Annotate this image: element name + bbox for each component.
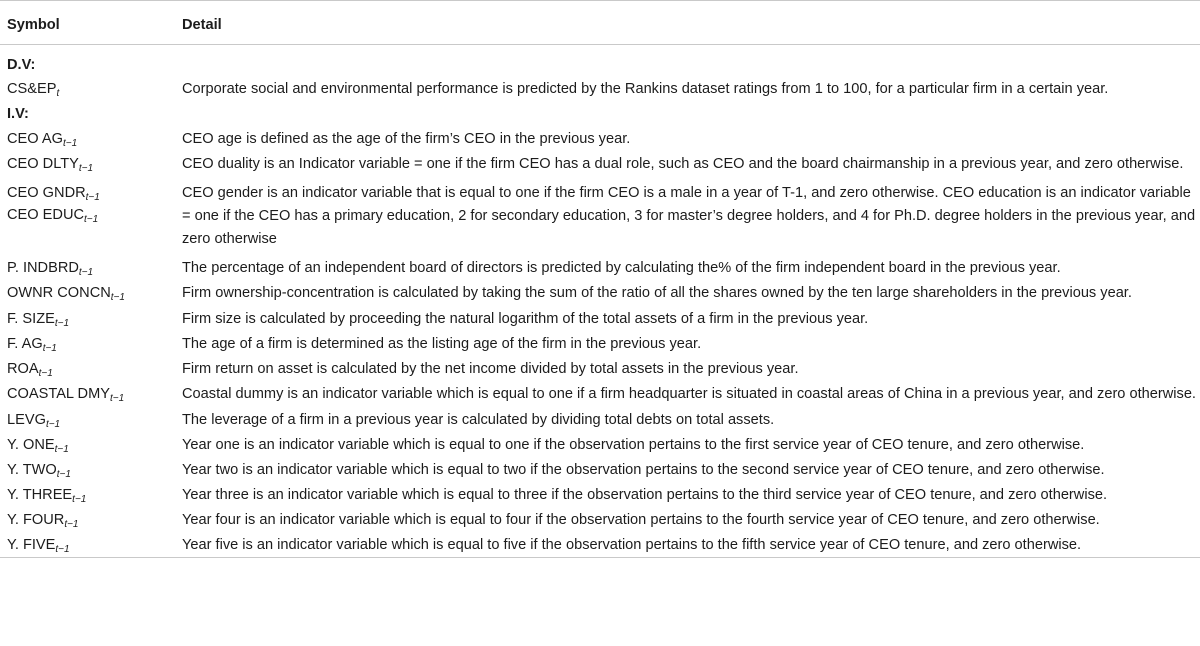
symbol-text: CEO DLTY	[7, 156, 79, 172]
symbol-text: Y. THREE	[7, 487, 73, 503]
symbol-subscript: t−1	[54, 318, 70, 329]
table-row	[0, 507, 1200, 532]
detail-cell: The age of a firm is determined as the listing age of the firm in the previous year.	[182, 336, 702, 352]
symbol-subscript: t−1	[54, 444, 69, 455]
symbol-text: Y. FIVE	[7, 537, 56, 553]
detail-cell: The leverage of a firm in a previous year is calculated by dividing total debts on total assets.	[182, 412, 775, 428]
table-row	[0, 76, 1200, 101]
detail-cell: The percentage of an independent board of directors is predicted by calculating the% of the firm independent board in the previous year.	[182, 260, 1061, 276]
table-row	[0, 126, 1200, 151]
symbol-subscript: t−1	[38, 368, 53, 379]
symbol-cell	[0, 532, 181, 558]
symbol-subscript: t−1	[85, 192, 100, 203]
group-row-independent-variables	[0, 101, 1200, 126]
symbol-cell	[0, 306, 181, 331]
symbol-text: CS&EP	[7, 81, 57, 97]
group-row-dependent-variable	[0, 45, 1200, 77]
table-body	[0, 45, 1200, 558]
detail-cell: Coastal dummy is an indicator variable which is equal to one if a firm headquarter is situated in coastal areas of China in a previous year, and zero otherwise.	[182, 386, 1196, 402]
symbol-subscript: t−1	[56, 469, 71, 480]
table-row	[0, 280, 1200, 306]
detail-cell: Firm return on asset is calculated by the net income divided by total assets in the previous year.	[182, 361, 799, 377]
group-label-iv: I.V:	[7, 106, 29, 122]
symbol-subscript: t−1	[55, 544, 70, 555]
symbol-cell	[0, 76, 181, 101]
table-row	[0, 252, 1200, 280]
table-row	[0, 306, 1200, 331]
detail-cell: Firm size is calculated by proceeding the natural logarithm of the total assets of a firm in the previous year.	[182, 311, 869, 327]
detail-column-header: Detail	[182, 17, 222, 33]
symbol-text: ROA	[7, 361, 39, 377]
table-row	[0, 407, 1200, 432]
symbol-text: Y. FOUR	[7, 512, 65, 528]
table-row	[0, 381, 1200, 407]
symbol-cell	[0, 432, 181, 457]
symbol-cell	[0, 457, 181, 482]
symbol-subscript: t−1	[45, 419, 61, 430]
group-label-dv: D.V:	[7, 57, 36, 73]
table-row	[0, 532, 1200, 558]
symbol-text: COASTAL DMY	[7, 386, 110, 402]
symbol-cell	[0, 356, 181, 381]
detail-cell: Year three is an indicator variable which is equal to three if the observation pertains to the third service year of CEO tenure, and zero otherwise.	[182, 487, 1108, 503]
detail-cell: CEO age is defined as the age of the firm’s CEO in the previous year.	[182, 131, 631, 147]
symbol-subscript: t−1	[110, 292, 125, 303]
symbol-text: Y. ONE	[7, 437, 55, 453]
symbol-text: Y. TWO	[7, 462, 57, 478]
detail-cell: Year four is an indicator variable which is equal to four if the observation pertains to the fourth service year of CEO tenure, and zero otherwise.	[182, 512, 1100, 528]
symbol-column-header: Symbol	[7, 17, 60, 33]
symbol-cell	[0, 280, 181, 306]
table-row	[0, 177, 1200, 252]
table-row	[0, 482, 1200, 507]
symbol-subscript-second: t−1	[84, 214, 99, 225]
symbol-cell	[0, 381, 181, 407]
symbol-cell	[0, 331, 181, 356]
detail-cell: Corporate social and environmental performance is predicted by the Rankins dataset ratings from 1 to 100, for a particular firm in a certain year.	[182, 81, 1109, 97]
symbol-subscript: t−1	[42, 343, 57, 354]
header-row	[0, 1, 1200, 45]
detail-cell: Year two is an indicator variable which is equal to two if the observation pertains to the second service year of CEO tenure, and zero otherwise.	[182, 462, 1105, 478]
symbol-subscript: t−1	[78, 163, 94, 174]
symbol-text: F. SIZE	[7, 311, 55, 327]
symbol-cell	[0, 482, 181, 507]
symbol-subscript: t	[56, 88, 60, 99]
detail-cell: Year five is an indicator variable which is equal to five if the observation pertains to the fifth service year of CEO tenure, and zero otherwise.	[182, 537, 1082, 553]
detail-cell: Firm ownership-concentration is calculated by taking the sum of the ratio of all the shares owned by the ten large shareholders in the previous year.	[182, 285, 1132, 301]
symbol-subscript: t−1	[64, 519, 79, 530]
table-row	[0, 356, 1200, 381]
table-row	[0, 432, 1200, 457]
symbol-subscript: t−1	[78, 267, 94, 278]
symbol-text: LEVG	[7, 412, 46, 428]
symbol-text: CEO AG	[7, 131, 63, 147]
symbol-cell	[0, 507, 181, 532]
symbol-cell	[0, 126, 181, 151]
table-header	[0, 1, 1200, 45]
symbol-cell	[0, 407, 181, 432]
symbol-cell	[0, 151, 181, 177]
symbol-cell	[0, 252, 181, 280]
symbol-text: F. AG	[7, 336, 43, 352]
symbol-text: CEO GNDR	[7, 185, 86, 201]
symbol-text: P. INDBRD	[7, 260, 79, 276]
detail-cell: Year one is an indicator variable which is equal to one if the observation pertains to the first service year of CEO tenure, and zero otherwise.	[182, 437, 1085, 453]
table-row	[0, 457, 1200, 482]
symbol-text: OWNR CONCN	[7, 285, 111, 301]
detail-cell: CEO gender is an indicator variable that is equal to one if the firm CEO is a male in a year of T-1, and zero otherwise. CEO education is an indicator variable = one if the CEO has a primary education, 2 for secondary education, 3 for master’s degree holders, and 4 for Ph.D. degree holders in the previous year, and zero otherwise	[182, 185, 1196, 247]
table-row	[0, 331, 1200, 356]
detail-cell: CEO duality is an Indicator variable = one if the firm CEO has a dual role, such as CEO and the board chairmanship in a previous year, and zero otherwise.	[182, 156, 1184, 172]
symbol-text-second: CEO EDUC	[7, 207, 85, 223]
symbol-subscript: t−1	[72, 494, 87, 505]
symbol-subscript: t−1	[109, 393, 125, 404]
symbol-subscript: t−1	[62, 138, 78, 149]
symbol-cell	[0, 177, 181, 252]
table-row	[0, 151, 1200, 177]
